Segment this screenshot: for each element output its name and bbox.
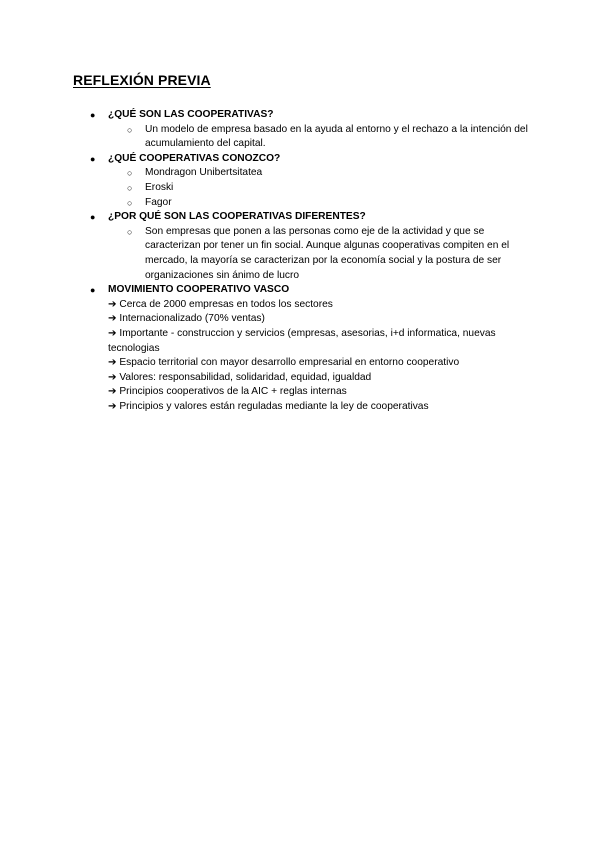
list-item-text: Un modelo de empresa basado en la ayuda al entorno y el rechazo a la intención del acumulamiento del capital. xyxy=(145,123,528,150)
section-heading xyxy=(0,283,528,298)
circle-bullet-icon: ○ xyxy=(127,226,133,237)
list-item xyxy=(0,225,530,283)
section-heading-text: ¿QUÉ SON LAS COOPERATIVAS? xyxy=(108,109,274,120)
list-item xyxy=(0,181,530,196)
circle-bullet-icon: ○ xyxy=(127,124,133,135)
list-item-text: Fagor xyxy=(145,196,172,208)
arrow-list-item: ➔ Principios y valores están reguladas mediante la ley de cooperativas xyxy=(108,400,429,412)
list-item xyxy=(0,196,530,211)
bullet-icon: ● xyxy=(90,285,96,296)
arrow-list-item: ➔ Cerca de 2000 empresas en todos los sectores xyxy=(108,298,333,310)
circle-bullet-icon: ○ xyxy=(127,182,133,193)
list-item-text: Son empresas que ponen a las personas como eje de la actividad y que se caracterizan por tener un fin social. Aunque algunas cooperativas compiten en el mercado, la mayoría se caracterizan por la economía social y la postura de ser organizaciones sin ánimo de lucro xyxy=(145,225,510,281)
circle-bullet-icon: ○ xyxy=(127,168,133,179)
arrow-list-item: ➔ Internacionalizado (70% ventas) xyxy=(108,313,265,325)
section-heading-text: ¿QUÉ COOPERATIVAS CONOZCO? xyxy=(108,152,281,164)
arrow-list-item: ➔ Principios cooperativos de la AIC + reglas internas xyxy=(108,386,347,398)
list-item xyxy=(0,166,530,181)
list-item xyxy=(0,123,530,152)
list-item-text: Eroski xyxy=(145,181,174,193)
list-item-text: Mondragon Unibertsitatea xyxy=(145,167,263,179)
arrow-list-item: ➔ Importante - construccion y servicios (empresas, asesorias, i+d informatica, nuevas tecnologias xyxy=(108,327,496,354)
document-content xyxy=(0,108,600,414)
section-heading xyxy=(0,210,528,225)
bullet-icon: ● xyxy=(90,110,96,120)
arrow-list-item: ➔ Espacio territorial con mayor desarrollo empresarial en entorno cooperativo xyxy=(108,357,460,369)
section-heading xyxy=(0,108,528,123)
arrow-list-item: ➔ Valores: responsabilidad, solidaridad, equidad, igualdad xyxy=(108,371,372,383)
circle-bullet-icon: ○ xyxy=(127,197,133,208)
page-title: REFLEXIÓN PREVIA xyxy=(73,72,211,88)
section-heading-text: MOVIMIENTO COOPERATIVO VASCO xyxy=(108,284,290,296)
bullet-icon: ● xyxy=(90,212,96,223)
section-heading xyxy=(0,152,528,167)
section-heading-text: ¿POR QUÉ SON LAS COOPERATIVAS DIFERENTES? xyxy=(108,211,366,223)
bullet-icon: ● xyxy=(90,153,96,164)
